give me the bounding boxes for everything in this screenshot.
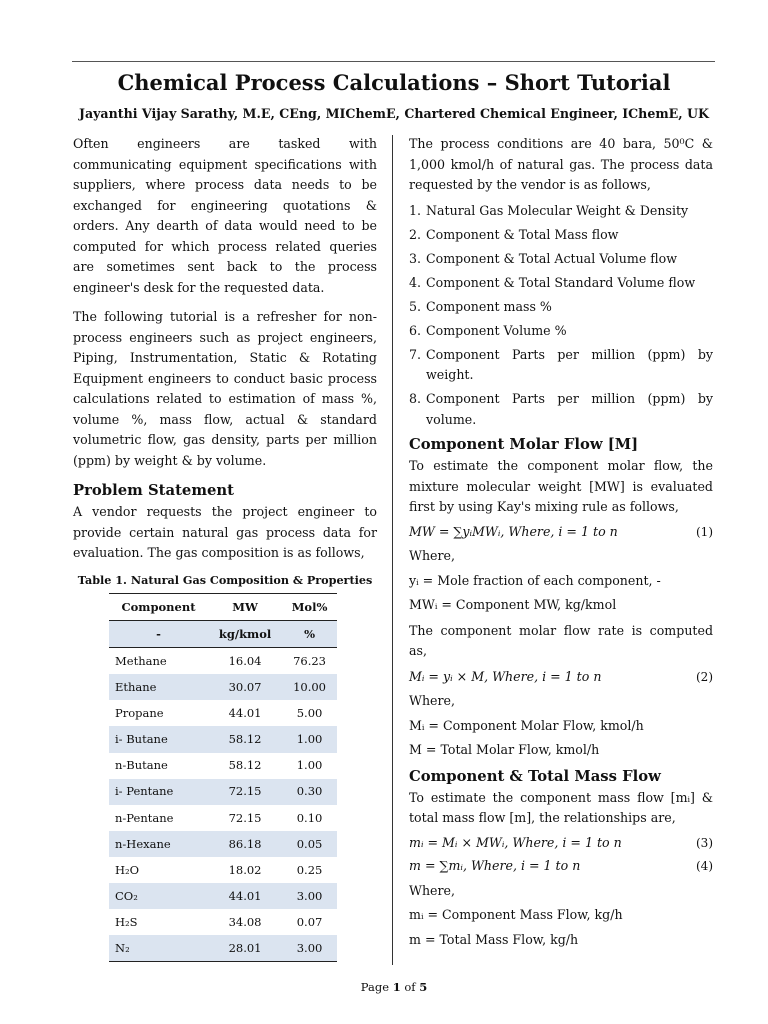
intro-paragraph: Often engineers are tasked with communicating equipment specifications with suppliers, where process data needs to be exchanged for engineering quotations & orders. Any dearth of data would need to be computed for which process related queries are sometimes sent back to the process engineer's desk for the requested data. — [73, 136, 377, 295]
table-row — [109, 700, 337, 726]
list-number: 2. — [409, 226, 422, 242]
of-label: of — [404, 980, 416, 994]
list-item — [409, 321, 713, 342]
molar-flow-paragraph: To estimate the component molar flow, the mixture molecular weight [MW] is evaluated first by using Kay's mixing rule as follows, — [409, 458, 713, 514]
component-cell: CO₂ — [115, 888, 138, 903]
equation-3 — [409, 833, 713, 854]
mol-cell: 10.00 — [293, 680, 327, 695]
top-rule — [72, 61, 715, 62]
document-title: Chemical Process Calculations – Short Tutorial — [117, 70, 671, 95]
molar-rate-paragraph: The component molar flow rate is computed as, — [409, 622, 713, 658]
mass-flow-paragraph: To estimate the component mass flow [mᵢ] & total mass flow [m], the relationships are, — [409, 789, 713, 825]
component-cell: H₂S — [115, 914, 138, 929]
list-item — [409, 249, 713, 270]
unit-mol: % — [304, 626, 316, 641]
list-text: Component & Total Standard Volume flow — [426, 274, 696, 290]
table-row — [109, 674, 337, 700]
def-component-mass-flow: mᵢ = Component Mass Flow, kg/h — [409, 907, 623, 922]
table-row — [109, 648, 337, 675]
equation-1-text: MW = ∑yᵢMWᵢ, Where, i = 1 to n — [409, 523, 618, 539]
table-row — [109, 831, 337, 857]
list-text: Component Parts per million (ppm) by weight. — [426, 346, 713, 382]
list-item — [409, 389, 713, 430]
list-number: 5. — [409, 298, 422, 314]
mw-cell: 44.01 — [228, 888, 262, 903]
list-number: 3. — [409, 250, 422, 266]
header-mw: MW — [232, 599, 258, 614]
table-row — [109, 726, 337, 752]
table-row — [109, 805, 337, 831]
component-cell: n-Pentane — [115, 810, 174, 825]
tutorial-paragraph: The following tutorial is a refresher for non-process engineers such as project engineers, Piping, Instrumentation, Static & Rotating Equipment engineers to conduct basic process calculations related to estimation of mass %, volume %, mass flow, actual & standard volumetric flow, gas density, parts per million (ppm) by weight & by volume. — [73, 309, 377, 468]
mw-cell: 34.08 — [228, 914, 262, 929]
mw-cell: 72.15 — [228, 784, 262, 799]
mol-cell: 0.25 — [296, 862, 323, 877]
where-1: Where, — [409, 548, 455, 563]
mol-cell: 3.00 — [296, 941, 323, 956]
page-footer — [0, 980, 768, 994]
mw-cell: 28.01 — [228, 941, 262, 956]
component-cell: Propane — [115, 706, 164, 721]
table-row — [109, 935, 337, 962]
equation-2 — [409, 667, 713, 688]
equation-1 — [409, 522, 713, 543]
list-number: 4. — [409, 274, 422, 290]
mol-cell: 5.00 — [296, 706, 323, 721]
mol-cell: 0.07 — [296, 914, 323, 929]
where-3: Where, — [409, 882, 455, 898]
component-cell: H₂O — [115, 862, 140, 877]
mw-cell: 58.12 — [228, 732, 262, 747]
mol-cell: 0.05 — [296, 836, 323, 851]
component-cell: Ethane — [115, 680, 157, 695]
list-text: Component Volume % — [426, 322, 567, 338]
page-label: Page — [360, 980, 390, 994]
equation-2-text: Mᵢ = yᵢ × M, Where, i = 1 to n — [409, 668, 602, 684]
problem-statement-heading: Problem Statement — [73, 482, 235, 499]
where-2: Where, — [409, 693, 455, 708]
list-text: Component mass % — [426, 298, 552, 314]
mw-cell: 30.07 — [228, 680, 262, 695]
problem-paragraph: A vendor requests the project engineer to provide certain natural gas process data for evaluation. The gas composition is as follows, — [73, 504, 377, 560]
list-text: Natural Gas Molecular Weight & Density — [426, 202, 689, 218]
mol-cell: 1.00 — [296, 732, 323, 747]
component-cell: n-Butane — [115, 758, 168, 773]
requested-data-list — [409, 201, 713, 431]
list-text: Component Parts per million (ppm) by volume. — [426, 391, 713, 427]
equation-2-number: (2) — [696, 669, 713, 684]
table-row — [109, 753, 337, 779]
composition-table — [109, 593, 337, 962]
mol-cell: 76.23 — [293, 653, 327, 668]
right-column — [409, 134, 713, 959]
component-cell: N₂ — [115, 941, 130, 956]
unit-mw: kg/kmol — [218, 626, 272, 641]
mol-cell: 0.10 — [296, 810, 323, 825]
mw-cell: 86.18 — [228, 836, 262, 851]
unit-component: - — [156, 626, 161, 641]
mw-cell: 58.12 — [228, 758, 262, 773]
page-number: 1 — [392, 980, 401, 994]
table-units-row — [109, 621, 337, 648]
list-number: 6. — [409, 322, 422, 338]
def-mole-fraction: yᵢ = Mole fraction of each component, - — [409, 572, 661, 588]
table-row — [109, 883, 337, 909]
author-line: Jayanthi Vijay Sarathy, M.E, CEng, MIChemE, Chartered Chemical Engineer, IChemE, UK — [79, 106, 709, 121]
header-mol: Mol% — [291, 599, 328, 614]
def-component-molar-flow: Mᵢ = Component Molar Flow, kmol/h — [409, 717, 644, 733]
mw-cell: 72.15 — [228, 810, 262, 825]
component-cell: i- Pentane — [115, 784, 174, 799]
molar-flow-heading: Component Molar Flow [M] — [409, 436, 639, 453]
table-row — [109, 779, 337, 805]
list-item — [409, 201, 713, 222]
conditions-paragraph: The process conditions are 40 bara, 50⁰C & 1,000 kmol/h of natural gas. The process data requested by the vendor is as follows, — [409, 136, 713, 192]
equation-4-number: (4) — [696, 859, 713, 873]
equation-3-number: (3) — [696, 835, 713, 850]
mol-cell: 0.30 — [296, 784, 323, 799]
component-cell: i- Butane — [115, 732, 168, 747]
column-divider — [392, 135, 393, 965]
mol-cell: 3.00 — [296, 888, 323, 903]
table-row — [109, 857, 337, 883]
list-item — [409, 273, 713, 294]
mw-cell: 44.01 — [228, 706, 262, 721]
def-component-mw: MWᵢ = Component MW, kg/kmol — [409, 597, 617, 612]
def-total-mass-flow: m = Total Mass Flow, kg/h — [409, 931, 579, 947]
table-caption: Table 1. Natural Gas Composition & Properties — [77, 572, 373, 587]
equation-3-text: mᵢ = Mᵢ × MWᵢ, Where, i = 1 to n — [409, 834, 622, 850]
component-cell: Methane — [115, 653, 167, 668]
equation-4-text: m = ∑mᵢ, Where, i = 1 to n — [409, 858, 581, 873]
component-cell: n-Hexane — [115, 836, 171, 851]
list-number: 8. — [409, 391, 422, 406]
left-column — [73, 134, 377, 962]
table-row — [109, 909, 337, 935]
equation-1-number: (1) — [696, 524, 713, 539]
list-item — [409, 345, 713, 386]
header-component: Component — [121, 599, 196, 614]
mass-flow-heading: Component & Total Mass Flow — [409, 767, 661, 785]
def-total-molar-flow: M = Total Molar Flow, kmol/h — [409, 742, 600, 757]
list-number: 7. — [409, 346, 422, 362]
equation-4 — [409, 856, 713, 877]
list-item — [409, 297, 713, 318]
list-text: Component & Total Actual Volume flow — [426, 250, 678, 266]
page-total: 5 — [419, 980, 428, 994]
mw-cell: 18.02 — [228, 862, 262, 877]
list-number: 1. — [409, 202, 422, 218]
list-text: Component & Total Mass flow — [426, 226, 619, 242]
table-header-row — [109, 594, 337, 621]
mw-cell: 16.04 — [228, 653, 262, 668]
mol-cell: 1.00 — [296, 758, 323, 773]
list-item — [409, 225, 713, 246]
